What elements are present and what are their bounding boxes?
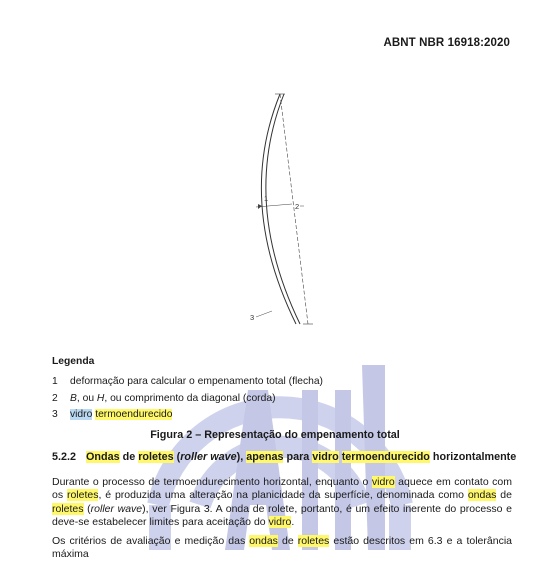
heading-text: de (119, 451, 139, 463)
body-paragraph-2 (52, 535, 512, 562)
paragraph-text: ), ver Figura 3. A onda de rolete, portanto, é um efeito inerente do processo e deve-se estabelecer limites para aceitação do (52, 502, 512, 529)
paragraph-text: ( (83, 502, 91, 515)
highlighted-word: vidro (268, 516, 292, 529)
legend-item-number: 3 (52, 409, 58, 420)
figure-label-3: 3 (250, 313, 255, 322)
legend-item-number: 2 (52, 393, 58, 404)
chord-line (280, 94, 308, 324)
highlighted-word: roletes (138, 451, 174, 463)
standard-code: ABNT NBR 16918:2020 (383, 37, 510, 49)
highlighted-word: Ondas (86, 451, 120, 463)
figure-label-1: 1 (264, 194, 269, 203)
paragraph-text: estão descritos em 6.3 e a tolerância máxima (52, 535, 512, 561)
paragraph-text: de (496, 489, 512, 502)
sag-dimension-line (256, 204, 292, 207)
legend-text-part: , ou comprimento da diagonal (corda) (104, 393, 276, 404)
paragraph-text: aquece em contato com os (52, 476, 513, 502)
highlighted-word: termoendurecido (341, 451, 430, 463)
legend-h-symbol: H (96, 393, 105, 404)
heading-italic-term: roller wave (180, 451, 237, 463)
legend-item-text: deformação para calcular o empenamento total (flecha) (70, 376, 323, 387)
section-heading (52, 451, 516, 463)
highlighted-word: apenas (246, 451, 284, 463)
heading-text: ), (236, 451, 247, 463)
paragraph-text: , é produzida uma alteração na planicidade da superfície, denominada como (98, 489, 468, 502)
legend-item-number: 1 (52, 376, 58, 387)
paragraph-text: . (291, 516, 295, 529)
highlighted-word: vidro (70, 409, 93, 420)
figure-label-2: 2 (295, 202, 300, 211)
highlighted-word: roletes (52, 502, 84, 515)
section-number: 5.2.2 (52, 451, 77, 463)
legend-item-2 (52, 393, 276, 404)
paragraph-text: Os critérios de avaliação e medição das (52, 535, 250, 547)
highlighted-word: roletes (297, 535, 330, 547)
highlighted-word: termoendurecido (95, 409, 173, 420)
italic-term: roller wave (90, 502, 143, 515)
highlighted-word: roletes (66, 489, 99, 502)
heading-text: horizontalmente (429, 451, 517, 463)
warp-figure (228, 82, 338, 332)
legend-item-1 (52, 376, 323, 387)
label-3-leader (256, 311, 272, 317)
legend-title: Legenda (52, 356, 95, 367)
paragraph-text: Durante o processo de termoendurecimento horizontal, enquanto o (52, 476, 372, 488)
heading-text: para (283, 451, 313, 463)
figure-caption: Figura 2 – Representação do empenamento total (150, 429, 400, 441)
highlighted-word: ondas (249, 535, 278, 547)
legend-text-part: , ou (76, 393, 97, 404)
heading-text: ( (173, 451, 181, 463)
highlighted-word: vidro (312, 451, 339, 463)
body-paragraph-1 (52, 476, 512, 530)
legend-item-3 (52, 409, 172, 420)
legend-b-symbol: B (70, 393, 77, 404)
highlighted-word: ondas (467, 489, 497, 502)
highlighted-word: vidro (371, 476, 395, 488)
paragraph-text: de (277, 535, 298, 547)
